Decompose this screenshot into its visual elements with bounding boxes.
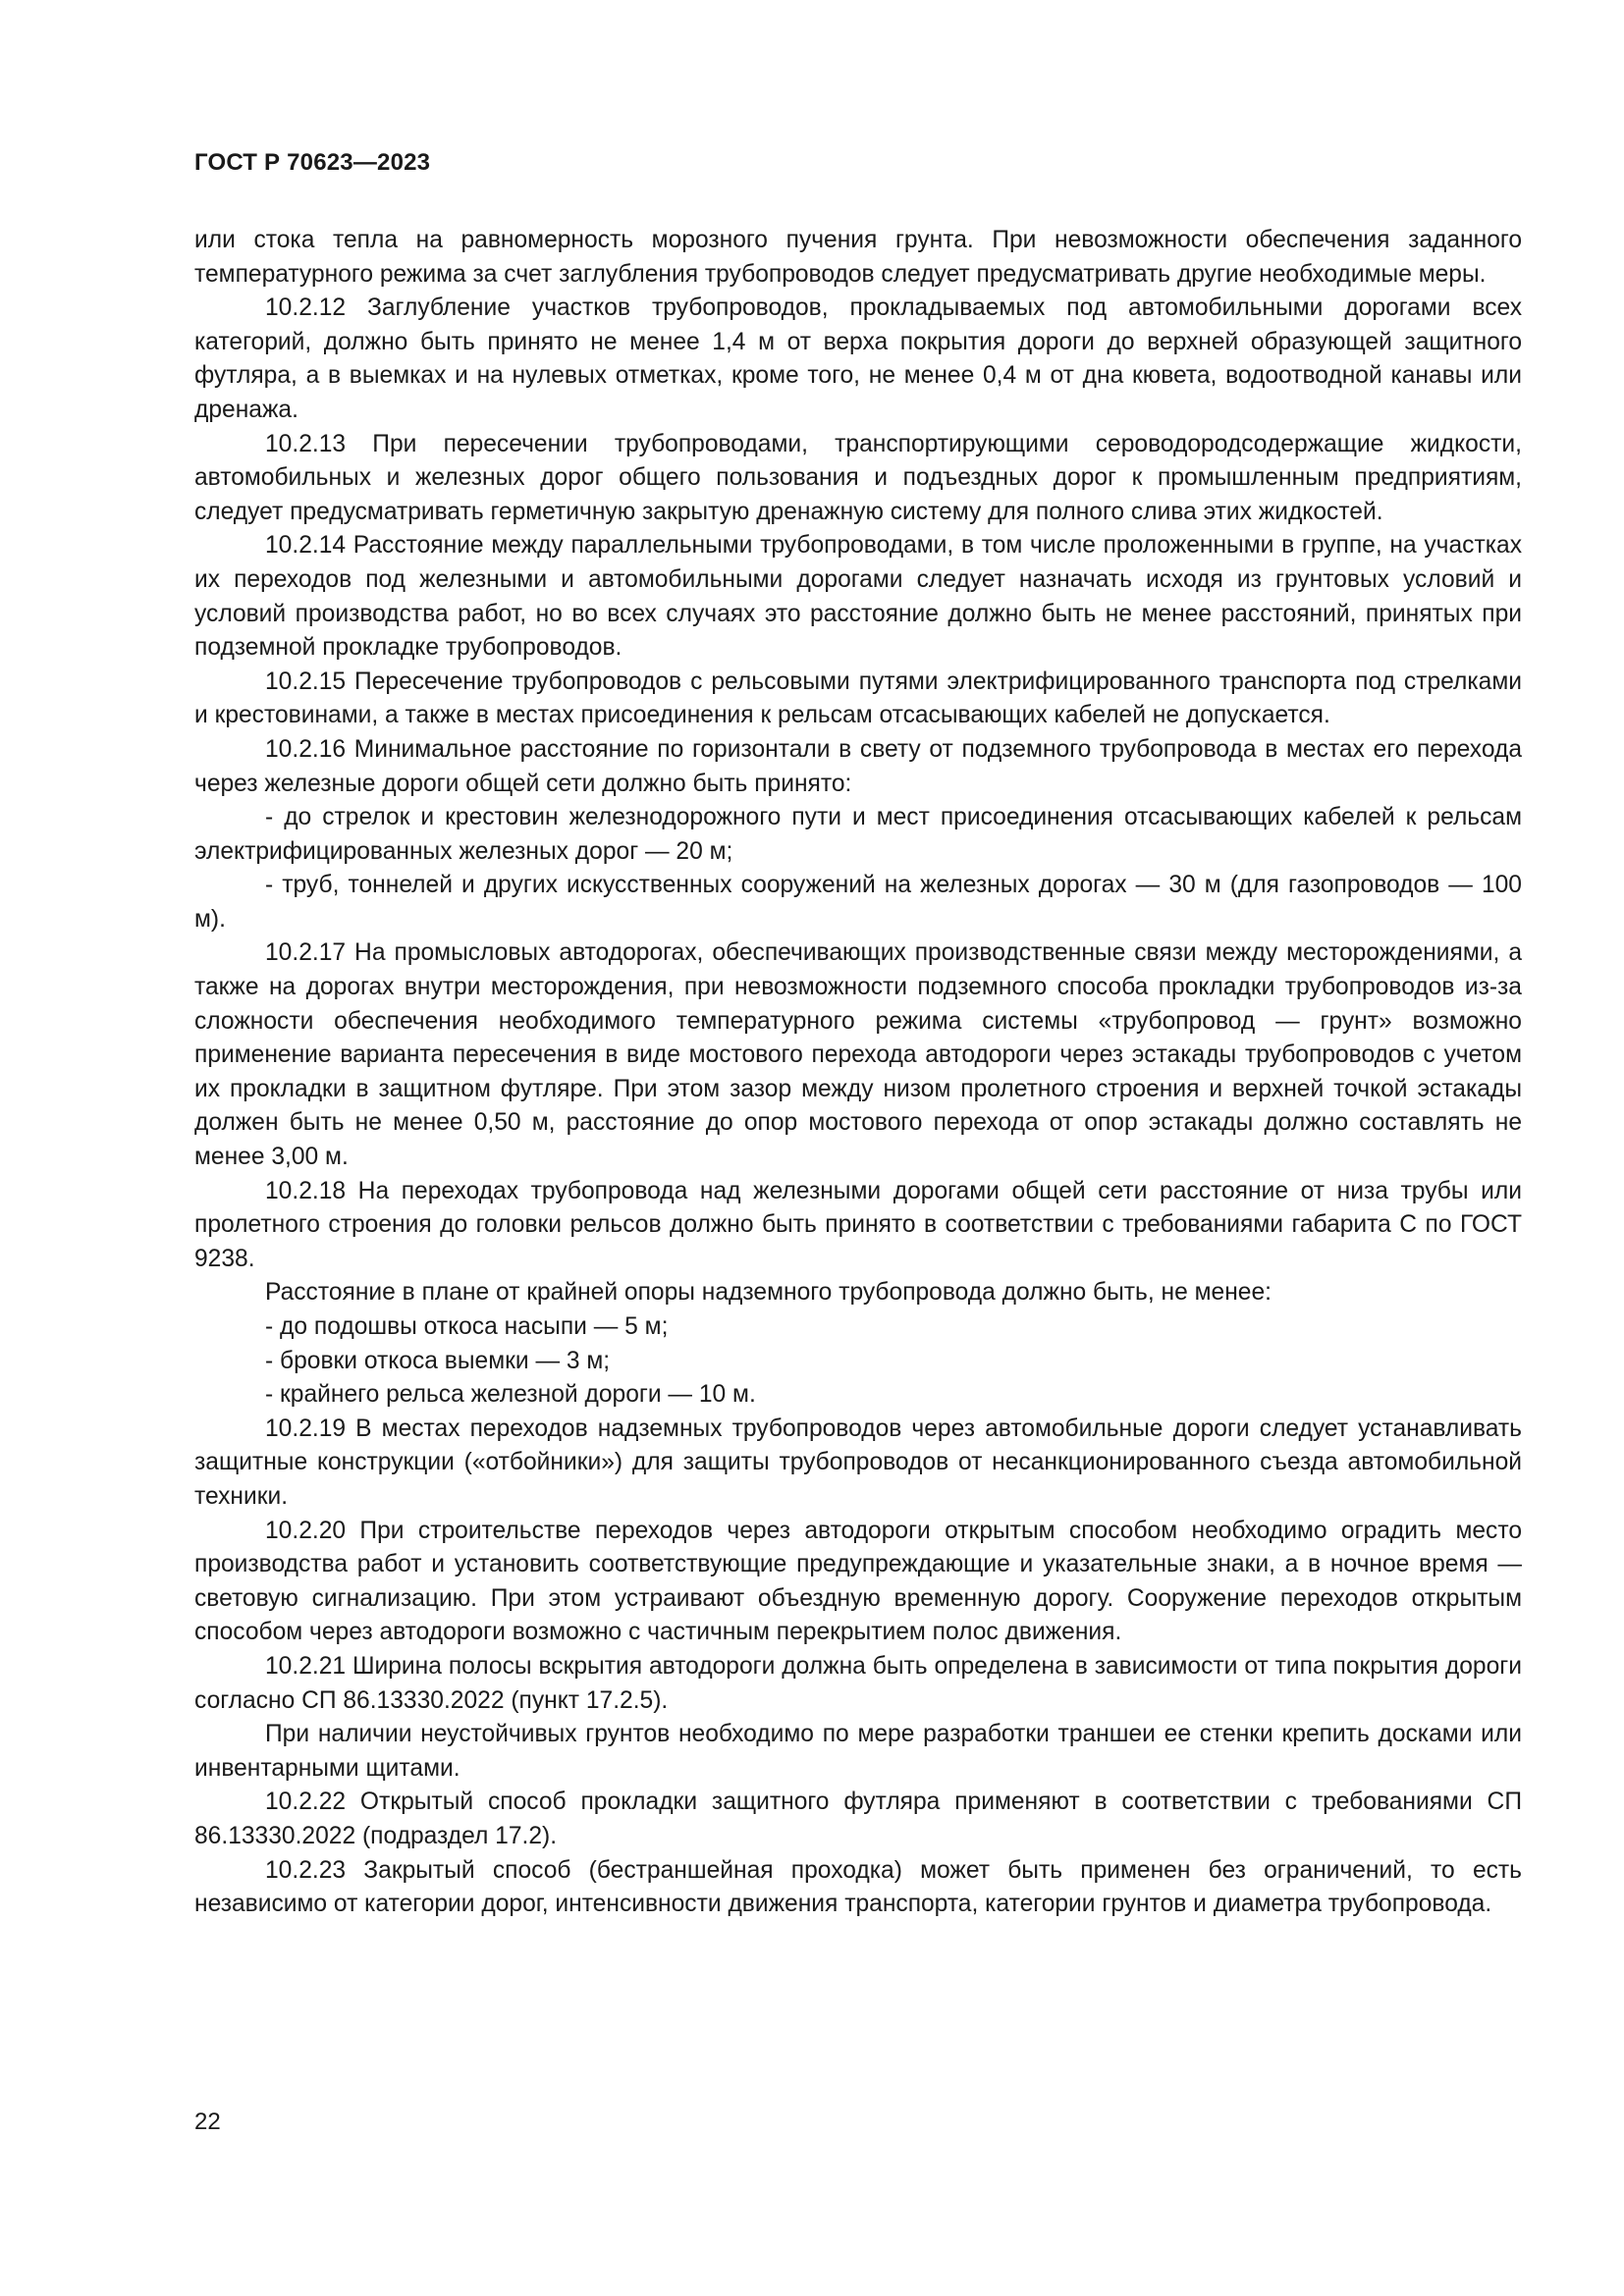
paragraph: 10.2.14 Расстояние между параллельными трубопроводами, в том числе проложенными в группе, на участках их переходов под железными и автомобильными дорогами следует назначать исходя из грунтовых условий и условий производства работ, но во всех случаях это расстояние должно быть не менее расстояний, принятых при подземной прокладке трубопроводов. [194,532,1522,662]
list-item: - труб, тоннелей и других искусственных сооружений на железных дорогах — 30 м (для газопроводов — 100 м). [194,872,1522,933]
paragraph: 10.2.19 В местах переходов надземных трубопроводов через автомобильные дороги следует устанавливать защитные конструкции («отбойники») для защиты трубопроводов от несанкционированного съезда автомобильной техники. [194,1415,1522,1510]
document-header: ГОСТ Р 70623—2023 [194,149,431,176]
list-item: - до подошвы откоса насыпи — 5 м; [265,1313,669,1340]
paragraph: 10.2.13 При пересечении трубопроводами, транспортирующими сероводородсодержащие жидкости, автомобильных и железных дорог общего пользования и подъездных дорог к промышленным предприятиям, следует предусматривать герметичную закрытую дренажную систему для полного слива этих жидкостей. [194,430,1522,525]
list-item: - крайнего рельса железной дороги — 10 м. [265,1381,756,1409]
paragraph: или стока тепла на равномерность морозного пучения грунта. При невозможности обеспечения заданного температурного режима за счет заглубления трубопроводов следует предусматривать другие необходимые меры. [194,227,1522,288]
document-body [194,224,1522,1922]
paragraph: 10.2.17 На промысловых автодорогах, обеспечивающих производственные связи между месторождениями, а также на дорогах внутри месторождения, при невозможности подземного способа прокладки трубопроводов из-за сложности обеспечения необходимого температурного режима системы «трубопровод — грунт» возможно применение варианта пересечения в виде мостового перехода автодороги через эстакады трубопроводов с учетом их прокладки в защитном футляре. При этом зазор между низом пролетного строения и верхней точкой эстакады должен быть не менее 0,50 м, расстояние до опор мостового перехода от опор эстакады должно составлять не менее 3,00 м. [194,939,1522,1171]
paragraph: 10.2.21 Ширина полосы вскрытия автодороги должна быть определена в зависимости от типа покрытия дороги согласно СП 86.13330.2022 (пункт 17.2.5). [194,1652,1522,1714]
paragraph: 10.2.15 Пересечение трубопроводов с рельсовыми путями электрифицированного транспорта под стрелками и крестовинами, а также в местах присоединения к рельсам отсасывающих кабелей не допускается. [194,667,1522,729]
paragraph: 10.2.18 На переходах трубопровода над железными дорогами общей сети расстояние от низа трубы или пролетного строения до головки рельсов должно быть принято в соответствии с требованиями габарита С по ГОСТ 9238. [194,1177,1522,1272]
paragraph: При наличии неустойчивых грунтов необходимо по мере разработки траншеи ее стенки крепить досками или инвентарными щитами. [194,1721,1522,1782]
list-item: - бровки откоса выемки — 3 м; [265,1347,611,1374]
list-item: - до стрелок и крестовин железнодорожного пути и мест присоединения отсасывающих кабелей к рельсам электрифицированных железных дорог — 20 м; [194,804,1522,865]
paragraph: 10.2.23 Закрытый способ (бестраншейная проходка) может быть применен без ограничений, то есть независимо от категории дорог, интенсивности движения транспорта, категории грунтов и диаметра трубопровода. [194,1856,1522,1918]
paragraph: 10.2.12 Заглубление участков трубопроводов, прокладываемых под автомобильными дорогами всех категорий, должно быть принято не менее 1,4 м от верха покрытия дороги до верхней образующей защитного футляра, а в выемках и на нулевых отметках, кроме того, не менее 0,4 м от дна кювета, водоотводной канавы или дренажа. [194,294,1522,423]
paragraph: 10.2.16 Минимальное расстояние по горизонтали в свету от подземного трубопровода в местах его перехода через железные дороги общей сети должно быть принято: [194,735,1522,797]
paragraph: 10.2.22 Открытый способ прокладки защитного футляра применяют в соответствии с требованиями СП 86.13330.2022 (подраздел 17.2). [194,1789,1522,1849]
paragraph: 10.2.20 При строительстве переходов через автодороги открытым способом необходимо оградить место производства работ и установить соответствующие предупреждающие и указательные знаки, а в ночное время — световую сигнализацию. При этом устраивают объездную временную дорогу. Сооружение переходов открытым способом через автодороги возможно с частичным перекрытием полос движения. [194,1517,1522,1646]
page-number: 22 [194,2109,221,2135]
paragraph: Расстояние в плане от крайней опоры надземного трубопровода должно быть, не менее: [265,1279,1272,1307]
